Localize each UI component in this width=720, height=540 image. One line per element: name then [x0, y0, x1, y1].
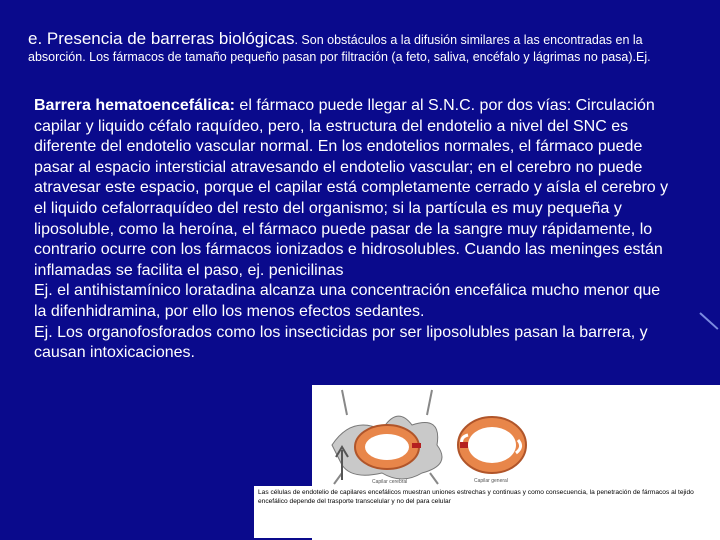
figure-caption: Las células de endotelio de capilares encefálicos muestran uniones estrechas y continuas y como consecuencia, la penetración de fármacos al tejido encefálico depende del trasporte transcelular y no del para celular: [254, 486, 716, 538]
term-bbb: Barrera hematoencefálica:: [34, 97, 235, 114]
paragraph-bbb-text: el fármaco puede llegar al S.N.C. por dos vías: Circulación capilar y liquido céfalo raquídeo, pero, la estructura del endotelio a nivel del SNC es diferente del endotelio vascular normal. En los endotelios normales, el fármaco puede pasar al espacio intersticial atravesando el endotelio vascular; en el cerebro no puede atravesar este espacio, porque el capilar está completamente cerrado y aísla el cerebro y el liquido cefalorraquídeo del resto del organismo; si la partícula es muy pequeña y liposoluble, como la heroína, el fármaco puede pasar de la sangre muy rápidamente, lo contrario ocurre con los fármacos ionizados e hidrosolubles. Cuando las meninges están inflamadas se facilita el paso, ej. penicilinas: [34, 97, 669, 279]
decorative-line: [699, 312, 718, 330]
label-general-capillary: Capilar general: [474, 478, 508, 484]
heading-lead: e. Presencia de barreras biológicas: [28, 29, 295, 48]
paragraph-bbb: [34, 96, 674, 281]
body-text: [34, 96, 674, 364]
capillary-drawing: [312, 385, 720, 485]
label-brain-capillary: Capilar cerebral: [372, 479, 408, 485]
heading-rest: . Son obstáculos a la difusión similares a las encontradas en la absorción. Los fármacos de tamaño pequeño pasan por filtración (a feto, saliva, encéfalo y lágrimas no pasa).Ej.: [28, 33, 651, 64]
general-capillary-figure: [458, 417, 526, 473]
brain-capillary-figure: [332, 390, 442, 484]
paragraph-example-loratadina: Ej. el antihistamínico loratadina alcanza una concentración encefálica mucho menor que la difenhidramina, por ello los menos efectos sedantes.: [34, 282, 661, 320]
paragraph-example-organofosforados: Ej. Los organofosforados como los insecticidas por ser liposolubles pasan la barrera, y causan intoxicaciones.: [34, 323, 648, 362]
heading-block: [28, 30, 698, 66]
